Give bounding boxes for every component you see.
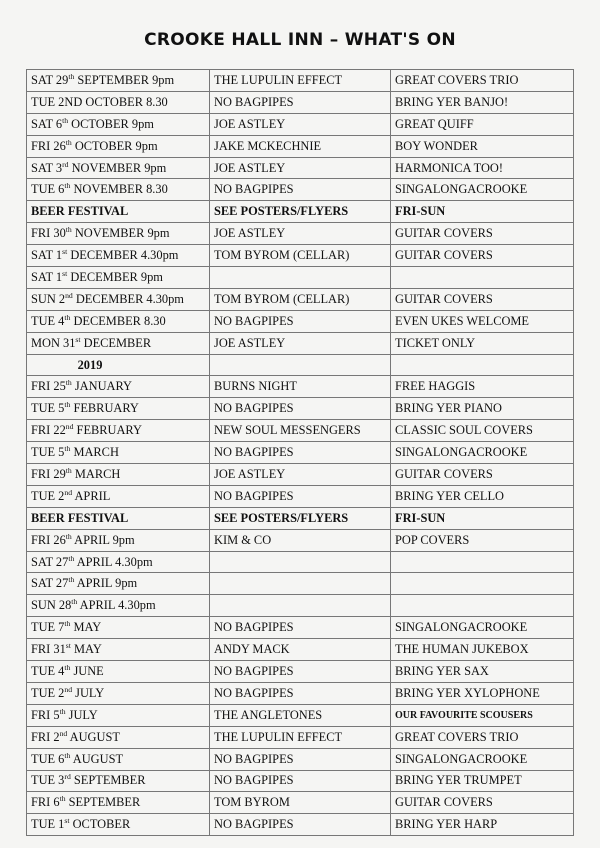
event-note-cell <box>391 551 574 573</box>
event-date-pre: TUE 2ND OCTOBER 8.30 <box>31 94 168 109</box>
event-date-sup: th <box>71 597 78 607</box>
event-date-pre: SAT 27 <box>31 554 69 569</box>
event-date-post: APRIL <box>72 488 111 503</box>
event-date-cell <box>27 529 210 551</box>
event-date-pre: FRI 30 <box>31 226 66 241</box>
event-date-post: DECEMBER 4.30pm <box>72 291 184 306</box>
event-note-cell: GREAT QUIFF <box>391 113 574 135</box>
event-date-pre: SAT 1 <box>31 248 63 263</box>
event-date-post: SEPTEMBER <box>70 773 146 788</box>
event-note-cell: GREAT COVERS TRIO <box>391 70 574 92</box>
event-date-cell <box>27 223 210 245</box>
event-date-pre: BEER FESTIVAL <box>31 204 129 219</box>
event-date-sup: st <box>62 246 68 256</box>
event-row <box>27 529 574 551</box>
event-date-post: DECEMBER 4.30pm <box>67 248 179 263</box>
event-note-cell: GREAT COVERS TRIO <box>391 726 574 748</box>
event-act-cell: JOE ASTLEY <box>210 157 391 179</box>
event-act-cell: JOE ASTLEY <box>210 223 391 245</box>
event-date-sup: rd <box>62 159 69 169</box>
event-note-cell: BRING YER BANJO! <box>391 91 574 113</box>
event-date-pre: TUE 4 <box>31 663 65 678</box>
event-row <box>27 179 574 201</box>
event-row <box>27 420 574 442</box>
event-date-post: APRIL 9pm <box>74 576 138 591</box>
event-date-pre: FRI 25 <box>31 379 66 394</box>
event-date-post: NOVEMBER 8.30 <box>70 182 168 197</box>
event-date-sup: th <box>62 115 69 125</box>
event-row <box>27 661 574 683</box>
event-note-cell: BOY WONDER <box>391 135 574 157</box>
event-note-cell: GUITAR COVERS <box>391 245 574 267</box>
event-row <box>27 157 574 179</box>
event-row <box>27 113 574 135</box>
event-note-cell: FRI-SUN <box>391 201 574 223</box>
event-date-cell <box>27 288 210 310</box>
event-date-pre: MON 31 <box>31 335 76 350</box>
event-date-pre: FRI 26 <box>31 138 66 153</box>
event-act-cell: THE LUPULIN EFFECT <box>210 726 391 748</box>
event-note-cell: POP COVERS <box>391 529 574 551</box>
event-date-sup: nd <box>59 728 68 738</box>
event-date-cell <box>27 726 210 748</box>
event-row <box>27 814 574 836</box>
event-row <box>27 770 574 792</box>
event-date-post: FEBRUARY <box>73 423 142 438</box>
event-date-pre: BEER FESTIVAL <box>31 510 129 525</box>
event-date-pre: SAT 27 <box>31 576 69 591</box>
event-date-cell <box>27 332 210 354</box>
event-date-sup: nd <box>64 487 73 497</box>
event-date-sup: th <box>64 750 71 760</box>
event-date-post: DECEMBER <box>80 335 152 350</box>
event-act-cell: NO BAGPIPES <box>210 770 391 792</box>
event-row <box>27 464 574 486</box>
event-row <box>27 91 574 113</box>
event-note-cell: FREE HAGGIS <box>391 376 574 398</box>
event-row <box>27 70 574 92</box>
event-date-sup: th <box>64 662 71 672</box>
event-date-cell <box>27 179 210 201</box>
event-act-cell <box>210 573 391 595</box>
event-act-cell: NO BAGPIPES <box>210 179 391 201</box>
event-note-cell: BRING YER PIANO <box>391 398 574 420</box>
event-date-cell <box>27 617 210 639</box>
event-date-cell <box>27 201 210 223</box>
event-date-cell <box>27 792 210 814</box>
event-date-cell <box>27 770 210 792</box>
event-date-sup: th <box>65 531 72 541</box>
event-row <box>27 310 574 332</box>
event-note-cell: BRING YER SAX <box>391 661 574 683</box>
event-act-cell: KIM & CO <box>210 529 391 551</box>
event-row <box>27 354 574 376</box>
event-date-cell <box>27 573 210 595</box>
event-act-cell: NO BAGPIPES <box>210 617 391 639</box>
event-date-pre: TUE 5 <box>31 445 65 460</box>
event-date-pre: SAT 29 <box>31 72 69 87</box>
event-date-post: SEPTEMBER <box>65 795 141 810</box>
event-date-sup: th <box>68 575 75 585</box>
event-row <box>27 201 574 223</box>
page-title: CROOKE HALL INN – WHAT'S ON <box>144 30 456 50</box>
event-note-cell: EVEN UKES WELCOME <box>391 310 574 332</box>
event-date-cell <box>27 442 210 464</box>
event-row <box>27 748 574 770</box>
event-note-cell: CLASSIC SOUL COVERS <box>391 420 574 442</box>
event-note-cell: SINGALONGACROOKE <box>391 617 574 639</box>
event-date-pre: FRI 26 <box>31 532 66 547</box>
event-note-cell: GUITAR COVERS <box>391 792 574 814</box>
event-date-post: MARCH <box>70 445 119 460</box>
event-act-cell: SEE POSTERS/FLYERS <box>210 507 391 529</box>
event-date-pre: TUE 6 <box>31 751 65 766</box>
event-date-pre: 2019 <box>77 357 103 372</box>
event-date-sup: th <box>64 443 71 453</box>
event-act-cell: JOE ASTLEY <box>210 464 391 486</box>
event-date-pre: FRI 22 <box>31 423 66 438</box>
event-row <box>27 595 574 617</box>
event-act-cell <box>210 551 391 573</box>
event-note-cell: GUITAR COVERS <box>391 464 574 486</box>
event-note-cell: BRING YER HARP <box>391 814 574 836</box>
event-note-cell: HARMONICA TOO! <box>391 157 574 179</box>
event-date-sup: th <box>68 553 75 563</box>
event-act-cell: NO BAGPIPES <box>210 748 391 770</box>
event-date-sup: th <box>64 181 71 191</box>
event-row <box>27 376 574 398</box>
event-note-cell <box>391 573 574 595</box>
event-date-pre: SAT 6 <box>31 116 63 131</box>
event-date-pre: TUE 2 <box>31 488 65 503</box>
event-date-pre: TUE 6 <box>31 182 65 197</box>
event-row <box>27 639 574 661</box>
event-act-cell: TOM BYROM (CELLAR) <box>210 288 391 310</box>
event-date-pre: FRI 31 <box>31 642 66 657</box>
event-act-cell: TOM BYROM (CELLAR) <box>210 245 391 267</box>
event-row <box>27 442 574 464</box>
event-date-sup: st <box>64 816 70 826</box>
event-date-pre: SAT 1 <box>31 269 63 284</box>
event-date-sup: th <box>68 71 75 81</box>
event-date-pre: SUN 28 <box>31 598 72 613</box>
event-act-cell: NEW SOUL MESSENGERS <box>210 420 391 442</box>
event-note-cell: SINGALONGACROOKE <box>391 748 574 770</box>
event-note-cell: SINGALONGACROOKE <box>391 442 574 464</box>
event-date-cell <box>27 485 210 507</box>
event-date-cell <box>27 420 210 442</box>
event-row <box>27 507 574 529</box>
event-date-pre: TUE 2 <box>31 685 65 700</box>
event-act-cell: NO BAGPIPES <box>210 485 391 507</box>
event-act-cell: JAKE MCKECHNIE <box>210 135 391 157</box>
event-date-cell <box>27 70 210 92</box>
event-date-post: MAY <box>70 620 102 635</box>
event-date-sup: st <box>75 334 81 344</box>
event-row <box>27 485 574 507</box>
event-date-sup: rd <box>64 772 71 782</box>
event-note-cell: BRING YER XYLOPHONE <box>391 682 574 704</box>
event-date-cell <box>27 682 210 704</box>
event-act-cell: SEE POSTERS/FLYERS <box>210 201 391 223</box>
event-date-cell <box>27 376 210 398</box>
event-act-cell <box>210 267 391 289</box>
event-act-cell: NO BAGPIPES <box>210 661 391 683</box>
event-row <box>27 245 574 267</box>
event-act-cell <box>210 595 391 617</box>
event-act-cell: NO BAGPIPES <box>210 398 391 420</box>
event-date-pre: FRI 6 <box>31 795 60 810</box>
event-date-post: APRIL 9pm <box>71 532 135 547</box>
event-note-cell <box>391 267 574 289</box>
event-date-cell <box>27 464 210 486</box>
event-date-post: JULY <box>72 685 105 700</box>
event-date-cell <box>27 157 210 179</box>
event-date-post: SEPTEMBER 9pm <box>74 72 175 87</box>
event-note-cell: GUITAR COVERS <box>391 223 574 245</box>
event-date-cell <box>27 113 210 135</box>
event-row <box>27 682 574 704</box>
event-note-cell: THE HUMAN JUKEBOX <box>391 639 574 661</box>
event-date-cell <box>27 310 210 332</box>
event-date-cell <box>27 507 210 529</box>
event-note-cell: TICKET ONLY <box>391 332 574 354</box>
event-date-pre: SUN 2 <box>31 291 66 306</box>
event-date-sup: th <box>65 225 72 235</box>
event-row <box>27 726 574 748</box>
event-row <box>27 398 574 420</box>
event-note-cell <box>391 354 574 376</box>
event-act-cell: NO BAGPIPES <box>210 91 391 113</box>
event-note-cell: BRING YER CELLO <box>391 485 574 507</box>
event-date-post: FEBRUARY <box>70 401 139 416</box>
event-act-cell: ANDY MACK <box>210 639 391 661</box>
event-date-post: MAY <box>70 642 102 657</box>
event-date-post: NOVEMBER 9pm <box>68 160 167 175</box>
event-note-cell: OUR FAVOURITE SCOUSERS <box>391 704 574 726</box>
event-date-post: APRIL 4.30pm <box>77 598 156 613</box>
event-date-sup: th <box>64 400 71 410</box>
event-date-cell <box>27 704 210 726</box>
event-date-sup: th <box>64 312 71 322</box>
event-act-cell: BURNS NIGHT <box>210 376 391 398</box>
events-table-body <box>27 70 574 836</box>
event-date-pre: FRI 2 <box>31 729 60 744</box>
event-row <box>27 792 574 814</box>
event-note-cell: BRING YER TRUMPET <box>391 770 574 792</box>
event-act-cell: NO BAGPIPES <box>210 442 391 464</box>
event-row <box>27 332 574 354</box>
event-date-pre: SAT 3 <box>31 160 63 175</box>
event-date-cell <box>27 135 210 157</box>
event-date-cell <box>27 595 210 617</box>
event-date-cell <box>27 661 210 683</box>
event-act-cell: NO BAGPIPES <box>210 814 391 836</box>
event-date-pre: TUE 7 <box>31 620 65 635</box>
event-date-cell <box>27 398 210 420</box>
event-act-cell: NO BAGPIPES <box>210 682 391 704</box>
event-date-pre: TUE 1 <box>31 817 65 832</box>
event-date-cell <box>27 551 210 573</box>
event-date-post: JUNE <box>70 663 104 678</box>
event-date-sup: th <box>64 619 71 629</box>
event-date-sup: st <box>65 640 71 650</box>
event-date-cell <box>27 267 210 289</box>
event-act-cell: TOM BYROM <box>210 792 391 814</box>
event-date-cell <box>27 748 210 770</box>
event-date-pre: TUE 4 <box>31 313 65 328</box>
event-row <box>27 551 574 573</box>
event-date-post: OCTOBER <box>69 817 131 832</box>
event-date-sup: th <box>65 137 72 147</box>
events-table <box>26 69 574 836</box>
event-date-cell <box>27 639 210 661</box>
event-date-sup: th <box>59 706 66 716</box>
event-date-post: JULY <box>65 707 98 722</box>
event-date-cell <box>27 814 210 836</box>
event-row <box>27 288 574 310</box>
event-date-sup: nd <box>64 684 73 694</box>
event-date-pre: TUE 5 <box>31 401 65 416</box>
event-date-sup: st <box>62 268 68 278</box>
event-act-cell <box>210 354 391 376</box>
event-date-post: MARCH <box>71 466 121 481</box>
event-note-cell: FRI-SUN <box>391 507 574 529</box>
event-date-sup: nd <box>65 422 74 432</box>
event-note-cell: SINGALONGACROOKE <box>391 179 574 201</box>
event-date-cell <box>27 91 210 113</box>
event-date-post: NOVEMBER 9pm <box>71 226 170 241</box>
event-date-post: AUGUST <box>67 729 120 744</box>
event-date-post: DECEMBER 8.30 <box>70 313 166 328</box>
event-act-cell: JOE ASTLEY <box>210 113 391 135</box>
event-date-post: JANUARY <box>71 379 132 394</box>
event-date-sup: th <box>59 794 66 804</box>
event-row <box>27 573 574 595</box>
event-act-cell: THE ANGLETONES <box>210 704 391 726</box>
event-note-cell: GUITAR COVERS <box>391 288 574 310</box>
event-date-pre: TUE 3 <box>31 773 65 788</box>
event-act-cell: JOE ASTLEY <box>210 332 391 354</box>
event-note-cell <box>391 595 574 617</box>
event-date-pre: FRI 29 <box>31 466 66 481</box>
event-row <box>27 135 574 157</box>
event-act-cell: NO BAGPIPES <box>210 310 391 332</box>
event-date-sup: th <box>65 378 72 388</box>
event-date-sup: nd <box>65 290 73 300</box>
event-date-post: OCTOBER 9pm <box>71 138 158 153</box>
event-date-pre: FRI 5 <box>31 707 60 722</box>
event-date-post: AUGUST <box>70 751 124 766</box>
event-date-post: OCTOBER 9pm <box>68 116 154 131</box>
event-row <box>27 223 574 245</box>
event-act-cell: THE LUPULIN EFFECT <box>210 70 391 92</box>
event-row <box>27 617 574 639</box>
event-date-cell <box>27 354 210 376</box>
event-row <box>27 267 574 289</box>
event-date-post: DECEMBER 9pm <box>67 269 163 284</box>
event-date-sup: th <box>65 465 72 475</box>
event-row <box>27 704 574 726</box>
event-date-post: APRIL 4.30pm <box>74 554 153 569</box>
event-date-cell <box>27 245 210 267</box>
